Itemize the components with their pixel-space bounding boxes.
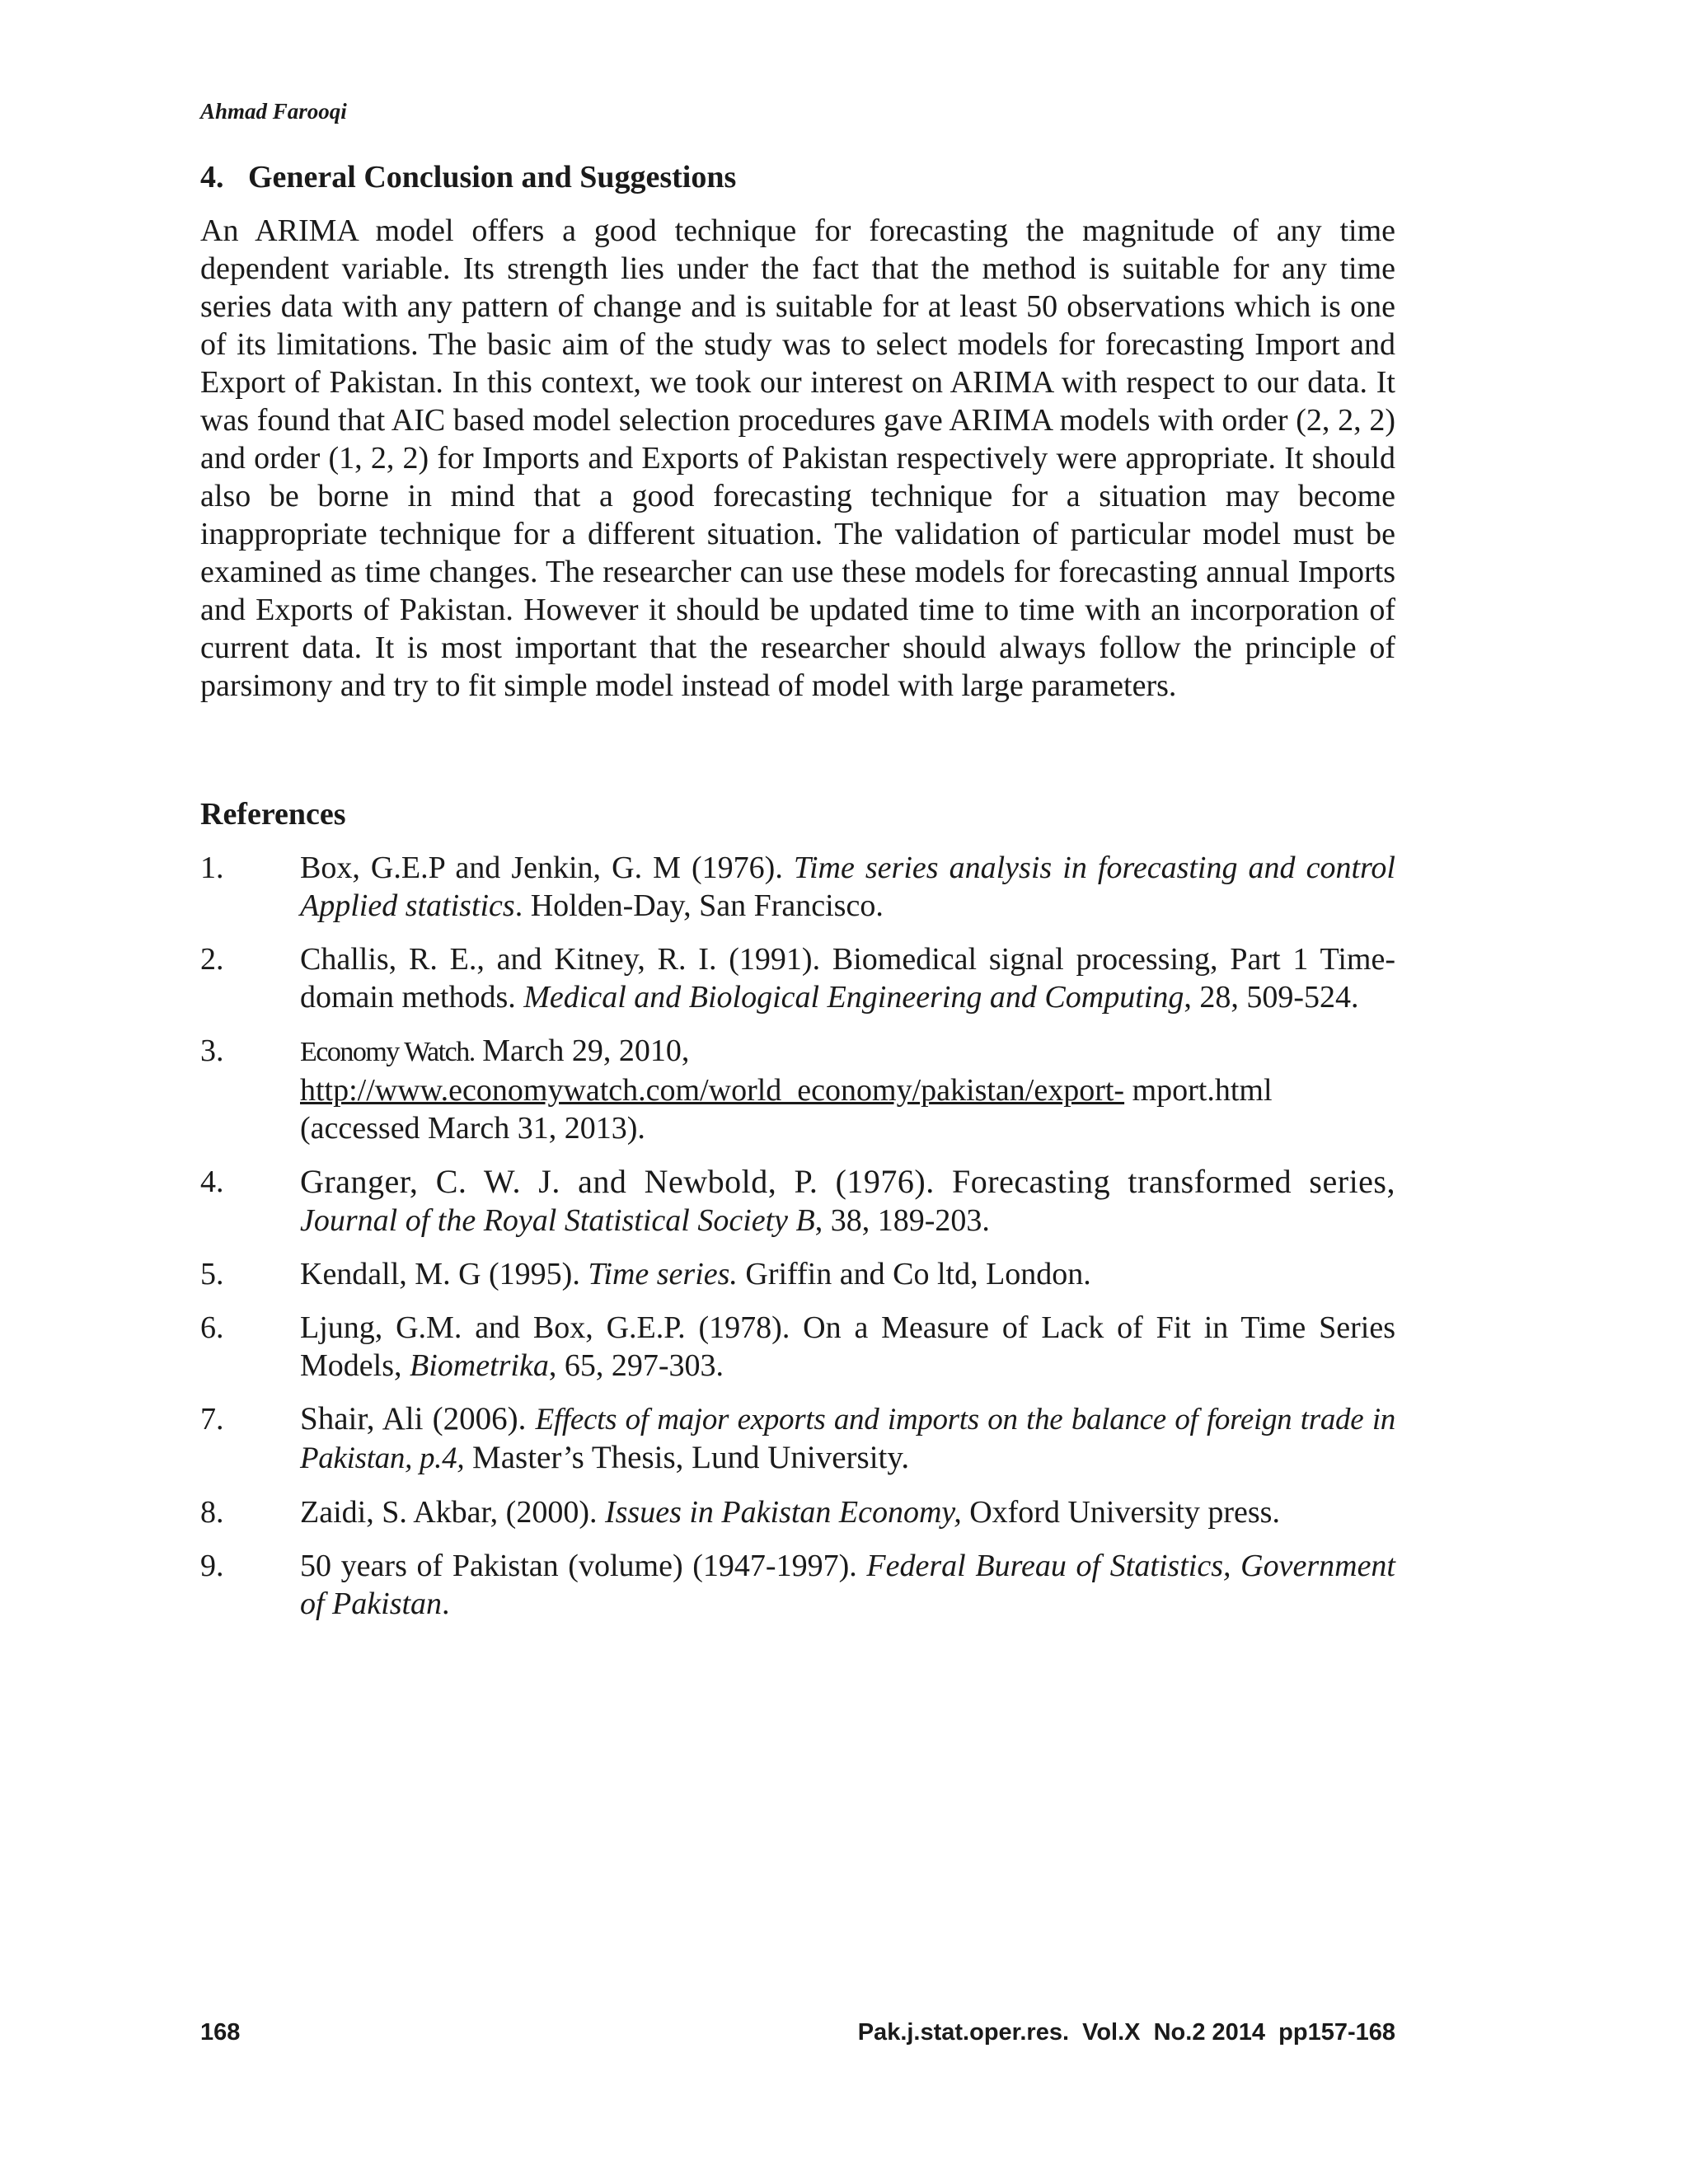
reference-publisher: . [442, 1586, 450, 1621]
reference-title: Issues in Pakistan Economy, [604, 1495, 962, 1530]
reference-number: 1. [200, 851, 224, 885]
reference-publisher: Master’s Thesis, Lund University. [464, 1440, 910, 1475]
reference-number: 6. [200, 1310, 224, 1345]
reference-publisher: Oxford University press. [961, 1495, 1280, 1530]
reference-number: 3. [200, 1033, 224, 1068]
reference-number: 7. [200, 1402, 224, 1436]
reference-item-4 [200, 1163, 1395, 1240]
reference-item-5 [200, 1255, 1395, 1293]
conclusion-paragraph: An ARIMA model offers a good technique for forecasting the magnitude of any time dependent variable. Its strength lies under the fact that the method is suitable for any time series data with any pattern of change and is suitable for at least 50 observations which is one of its limitations. The basic aim of the study was to select models for forecasting Import and Export of Pakistan. In this context, we took our interest on ARIMA with respect to our data. It was found that AIC based model selection procedures gave ARIMA models with order (2, 2, 2) and order (1, 2, 2) for Imports and Exports of Pakistan respectively were appropriate. It should also be borne in mind that a good forecasting technique for a situation may become inappropriate technique for a different situation. The validation of particular model must be examined as time changes. The researcher can use these models for forecasting annual Imports and Exports of Pakistan. However it should be updated time to time with an incorporation of current data. It is most important that the researcher should always follow the principle of parsimony and try to fit simple model instead of model with large parameters. [200, 213, 1395, 703]
reference-text [300, 1163, 1395, 1240]
reference-text [300, 1547, 1395, 1623]
page-number: 168 [200, 2019, 241, 2046]
section-heading [200, 159, 736, 195]
reference-url-link[interactable]: http://www.economywatch.com/world_economy/pakistan/export- [300, 1073, 1125, 1108]
reference-item-9 [200, 1547, 1395, 1623]
reference-item-2 [200, 940, 1395, 1016]
reference-item-3 [200, 1032, 1395, 1147]
reference-publisher: , 65, 297-303. [548, 1348, 724, 1383]
page [200, 0, 1395, 2184]
reference-title: Effects of major exports and imports on the balance of foreign trade in Pakistan, p.4, [300, 1403, 1395, 1475]
reference-text [300, 1032, 1395, 1147]
reference-access-note: mport.html (accessed March 31, 2013). [300, 1073, 1273, 1146]
reference-publisher: . Holden-Day, San Francisco. [514, 888, 884, 923]
reference-authors: Kendall, M. G (1995). [300, 1257, 588, 1291]
reference-publisher: Griffin and Co ltd, London. [737, 1257, 1091, 1291]
running-head-author: Ahmad Farooqi [200, 99, 347, 124]
reference-text [300, 1309, 1395, 1385]
reference-authors: Granger, C. W. J. and Newbold, P. (1976). Forecasting transformed series, [300, 1163, 1395, 1200]
reference-text [300, 940, 1395, 1016]
reference-item-8 [200, 1493, 1395, 1531]
reference-authors: 50 years of Pakistan (volume) (1947-1997). [300, 1549, 867, 1583]
reference-title: Biometrika [410, 1348, 549, 1383]
reference-text [300, 1400, 1395, 1478]
reference-publisher: , 38, 189-203. [814, 1203, 990, 1238]
section-number: 4. [200, 160, 224, 194]
reference-number: 4. [200, 1165, 224, 1199]
journal-citation: Pak.j.stat.oper.res. Vol.X No.2 2014 pp157-168 [857, 2019, 1395, 2046]
reference-date: March 29, 2010, [474, 1033, 690, 1068]
reference-authors: Box, G.E.P and Jenkin, G. M (1976). [300, 851, 794, 885]
reference-authors: Shair, Ali (2006). [300, 1401, 536, 1436]
reference-number: 5. [200, 1257, 224, 1291]
reference-text [300, 1255, 1395, 1293]
section-title: General Conclusion and Suggestions [248, 160, 737, 194]
reference-text [300, 1493, 1395, 1531]
reference-title: Journal of the Royal Statistical Society B [300, 1203, 815, 1238]
reference-title: Time series. [588, 1257, 738, 1291]
reference-source: Economy Watch. [300, 1037, 475, 1067]
reference-title: Time series analysis in forecasting and control Applied statistics [300, 851, 1395, 923]
reference-title: Medical and Biological Engineering and Computing [523, 980, 1184, 1015]
reference-authors: Challis, R. E., and Kitney, R. I. (1991). Biomedical signal processing, Part 1 Time-domain methods. [300, 942, 1395, 1015]
reference-authors: Ljung, G.M. and Box, G.E.P. (1978). On a Measure of Lack of Fit in Time Series Models, [300, 1310, 1395, 1383]
reference-item-7 [200, 1400, 1395, 1478]
reference-number: 2. [200, 942, 224, 977]
reference-number: 9. [200, 1549, 224, 1583]
reference-publisher: , 28, 509-524. [1184, 980, 1359, 1015]
reference-authors: Zaidi, S. Akbar, (2000). [300, 1495, 605, 1530]
reference-list [200, 849, 1395, 1638]
references-heading: References [200, 797, 346, 832]
reference-text [300, 849, 1395, 925]
reference-item-1 [200, 849, 1395, 925]
reference-item-6 [200, 1309, 1395, 1385]
reference-title: Federal Bureau of Statistics, Government of Pakistan [300, 1549, 1395, 1621]
reference-number: 8. [200, 1495, 224, 1530]
